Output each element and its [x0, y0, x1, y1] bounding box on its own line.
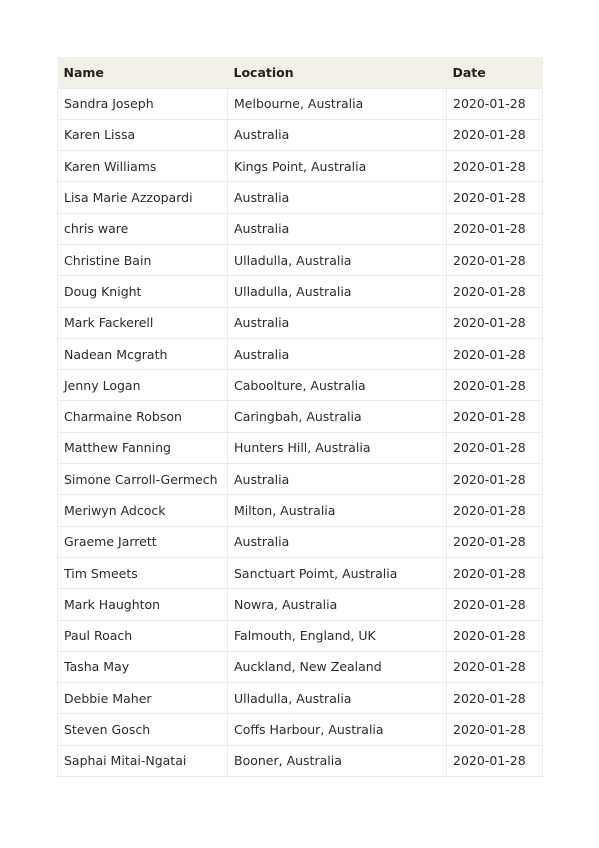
date-cell: 2020-01-28 — [447, 651, 543, 682]
name-cell: Matthew Fanning — [58, 432, 228, 463]
location-cell: Caringbah, Australia — [228, 401, 447, 432]
location-cell: Australia — [228, 526, 447, 557]
table-row — [58, 307, 543, 338]
name-cell: Doug Knight — [58, 276, 228, 307]
date-cell: 2020-01-28 — [447, 119, 543, 150]
table-row — [58, 651, 543, 682]
table-row — [58, 620, 543, 651]
table-body — [58, 88, 543, 777]
table-row — [58, 495, 543, 526]
table-row — [58, 213, 543, 244]
date-cell: 2020-01-28 — [447, 557, 543, 588]
name-cell: Saphai Mitai-Ngatai — [58, 745, 228, 776]
location-cell: Australia — [228, 464, 447, 495]
name-cell: Lisa Marie Azzopardi — [58, 182, 228, 213]
name-cell: Meriwyn Adcock — [58, 495, 228, 526]
table-row — [58, 464, 543, 495]
location-cell: Hunters Hill, Australia — [228, 432, 447, 463]
table-row — [58, 714, 543, 745]
date-cell: 2020-01-28 — [447, 338, 543, 369]
name-cell: Paul Roach — [58, 620, 228, 651]
table-row — [58, 338, 543, 369]
location-cell: Australia — [228, 338, 447, 369]
location-cell: Falmouth, England, UK — [228, 620, 447, 651]
date-cell: 2020-01-28 — [447, 683, 543, 714]
date-cell: 2020-01-28 — [447, 589, 543, 620]
location-cell: Australia — [228, 307, 447, 338]
location-cell: Australia — [228, 182, 447, 213]
table-row — [58, 182, 543, 213]
date-cell: 2020-01-28 — [447, 88, 543, 119]
date-cell: 2020-01-28 — [447, 307, 543, 338]
name-cell: Simone Carroll-Germech — [58, 464, 228, 495]
name-cell: Graeme Jarrett — [58, 526, 228, 557]
table-header — [58, 57, 543, 88]
date-cell: 2020-01-28 — [447, 213, 543, 244]
name-cell: Debbie Maher — [58, 683, 228, 714]
date-cell: 2020-01-28 — [447, 151, 543, 182]
table-row — [58, 276, 543, 307]
column-header-location: Location — [233, 64, 294, 80]
location-cell: Australia — [228, 119, 447, 150]
table-row — [58, 432, 543, 463]
name-cell: Tim Smeets — [58, 557, 228, 588]
table-row — [58, 244, 543, 275]
signatures-table — [57, 57, 543, 777]
name-cell: Charmaine Robson — [58, 401, 228, 432]
location-cell: Sanctuart Poimt, Australia — [228, 557, 447, 588]
name-cell: Jenny Logan — [58, 370, 228, 401]
name-cell: Christine Bain — [58, 244, 228, 275]
location-cell: Australia — [228, 213, 447, 244]
location-cell: Kings Point, Australia — [228, 151, 447, 182]
header-row — [58, 57, 543, 88]
column-header-name: Name — [63, 64, 104, 80]
table-row — [58, 370, 543, 401]
name-cell: Karen Lissa — [58, 119, 228, 150]
location-cell: Caboolture, Australia — [228, 370, 447, 401]
table-row — [58, 88, 543, 119]
date-cell: 2020-01-28 — [447, 276, 543, 307]
table-row — [58, 401, 543, 432]
date-cell: 2020-01-28 — [447, 370, 543, 401]
date-cell: 2020-01-28 — [447, 432, 543, 463]
location-cell: Ulladulla, Australia — [228, 683, 447, 714]
date-cell: 2020-01-28 — [447, 182, 543, 213]
name-cell: Sandra Joseph — [58, 88, 228, 119]
location-cell: Melbourne, Australia — [228, 88, 447, 119]
name-cell: Mark Fackerell — [58, 307, 228, 338]
name-cell: chris ware — [58, 213, 228, 244]
table-row — [58, 151, 543, 182]
table-row — [58, 557, 543, 588]
name-cell: Mark Haughton — [58, 589, 228, 620]
date-cell: 2020-01-28 — [447, 526, 543, 557]
date-cell: 2020-01-28 — [447, 495, 543, 526]
location-cell: Ulladulla, Australia — [228, 276, 447, 307]
date-cell: 2020-01-28 — [447, 244, 543, 275]
table-row — [58, 119, 543, 150]
date-cell: 2020-01-28 — [447, 620, 543, 651]
table-row — [58, 745, 543, 776]
date-cell: 2020-01-28 — [447, 745, 543, 776]
location-cell: Booner, Australia — [228, 745, 447, 776]
date-cell: 2020-01-28 — [447, 464, 543, 495]
name-cell: Nadean Mcgrath — [58, 338, 228, 369]
name-cell: Karen Williams — [58, 151, 228, 182]
name-cell: Steven Gosch — [58, 714, 228, 745]
location-cell: Nowra, Australia — [228, 589, 447, 620]
location-cell: Milton, Australia — [228, 495, 447, 526]
location-cell: Ulladulla, Australia — [228, 244, 447, 275]
location-cell: Coffs Harbour, Australia — [228, 714, 447, 745]
table-row — [58, 589, 543, 620]
name-cell: Tasha May — [58, 651, 228, 682]
location-cell: Auckland, New Zealand — [228, 651, 447, 682]
column-header-date: Date — [452, 64, 486, 80]
table-row — [58, 526, 543, 557]
table-row — [58, 683, 543, 714]
date-cell: 2020-01-28 — [447, 714, 543, 745]
date-cell: 2020-01-28 — [447, 401, 543, 432]
